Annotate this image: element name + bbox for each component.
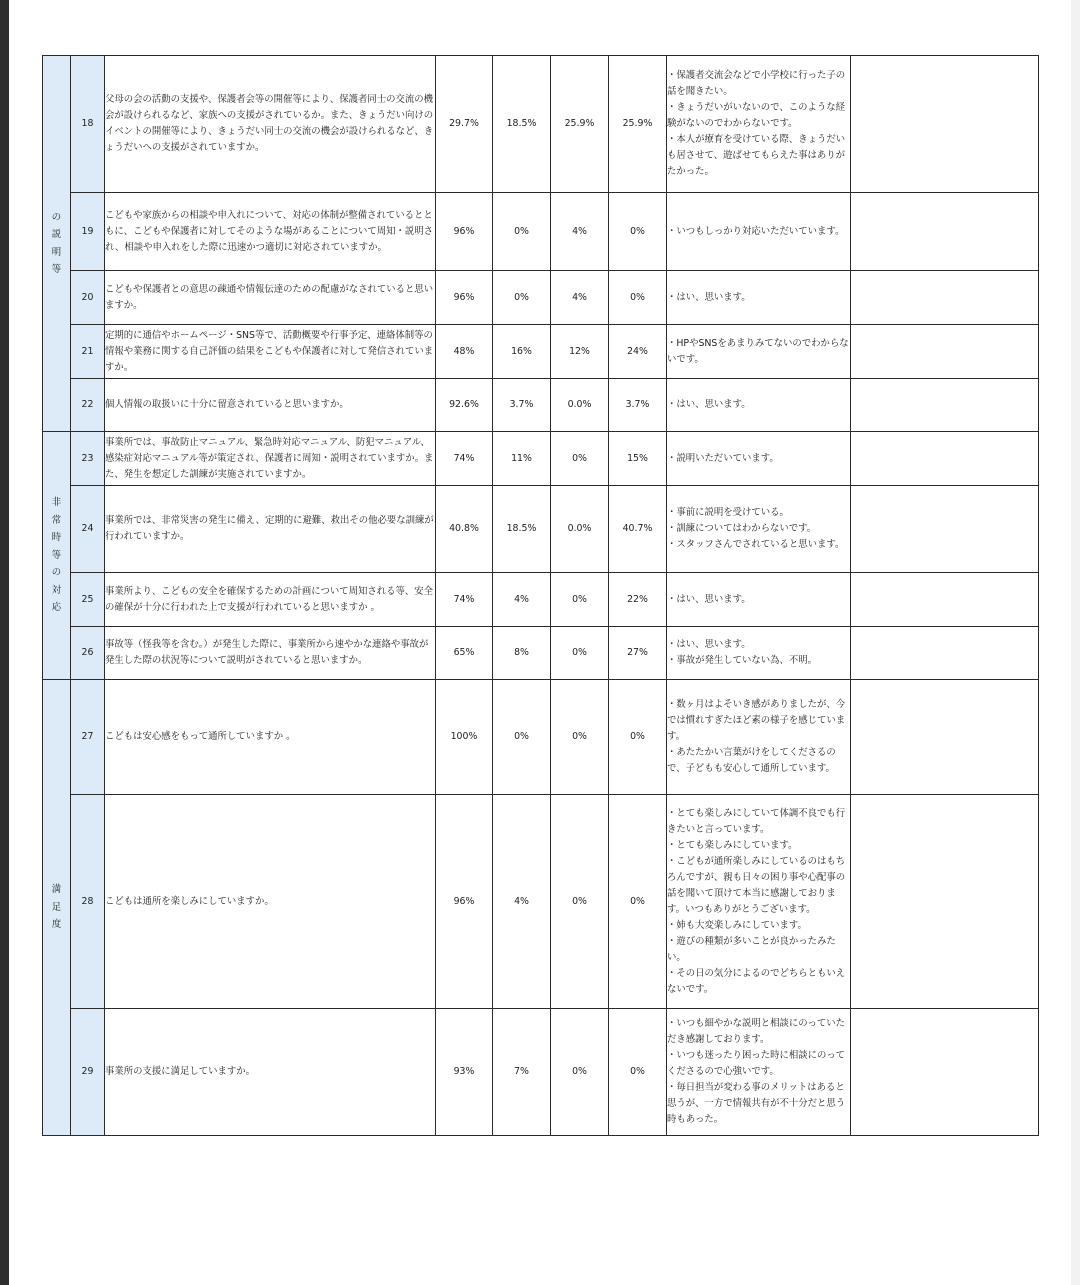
percentage-2: 3.7% [493,379,551,432]
comment-line: ・毎日担当が変わる事のメリットはあると思うが、一方で情報共有が不十分だと思う時もあった。 [667,1082,846,1125]
question-number: 18 [71,56,105,193]
category-label: 非 常 時 等 の 対 応 [51,497,62,614]
percentage-4: 0% [609,193,667,271]
percentage-2: 0% [493,193,551,271]
response-cell [851,680,1039,795]
comment-cell [667,432,851,486]
question-text: 事業所では、非常災害の発生に備え、定期的に避難、救出その他必要な訓練が行われていますか。 [105,486,436,573]
percentage-3: 0.0% [551,379,609,432]
percentage-3: 0% [551,1009,609,1136]
percentage-1: 48% [436,325,493,379]
question-number: 23 [71,432,105,486]
percentage-3: 4% [551,193,609,271]
comment-line: ・説明いただいています。 [667,452,779,464]
response-cell [851,193,1039,271]
percentage-1: 96% [436,795,493,1009]
table-row [43,627,1039,680]
percentage-3: 0% [551,680,609,795]
percentage-4: 22% [609,573,667,627]
response-cell [851,1009,1039,1136]
percentage-3: 0% [551,573,609,627]
comment-line: ・訓練についてはわからないです。 [667,523,817,534]
comment-cell [667,680,851,795]
table-row [43,432,1039,486]
question-number: 28 [71,795,105,1009]
table-row [43,271,1039,325]
comment-line: ・HPやSNSをあまりみてないのでわからないです。 [667,337,849,365]
question-number: 24 [71,486,105,573]
comment-line: ・事前に説明を受けている。 [667,507,789,518]
question-text: 事業所の支援に満足していますか。 [105,1009,436,1136]
comment-line: ・こどもが通所楽しみにしているのはもちろんですが、親も日々の困り事や心配事の話を聞いて頂けて本当に感謝しております。いつもありがとうございます。 [667,855,846,915]
question-number: 29 [71,1009,105,1136]
percentage-4: 0% [609,1009,667,1136]
question-text: 事故等（怪我等を含む。）が発生した際に、事業所から速やかな連絡や事故が発生した際の状況等について説明がされていると思いますか。 [105,627,436,680]
percentage-1: 96% [436,193,493,271]
percentage-4: 0% [609,795,667,1009]
comment-line: ・いつもしっかり対応いただいています。 [667,225,845,237]
comment-line: ・スタッフさんでされていると思います。 [667,539,845,550]
question-number: 20 [71,271,105,325]
table-row [43,379,1039,432]
question-text: こどもや家族からの相談や申入れについて、対応の体制が整備されているとともに、こどもや保護者に対してそのような場があることについて周知・説明され、相談や申入れをした際に迅速かつ適切に対応されていますか。 [105,193,436,271]
viewer-left-edge [0,0,9,1285]
survey-results-table [42,55,1039,1136]
question-text: こどもは安心感をもって通所していますか 。 [105,680,436,795]
question-text: 父母の会の活動の支援や、保護者会等の開催等により、保護者同士の交流の機会が設けられるなど、家族への支援がされているか。また、きょうだい向けのイベントの開催等により、きょうだい同士の交流の機会が設けられるなど、きょうだいへの支援がされていますか。 [105,56,436,193]
question-number: 26 [71,627,105,680]
comment-line: ・とても楽しみにしていて体調不良でも行きたいと言っています。 [667,807,846,835]
category-label: の 説 明 等 [51,211,62,275]
comment-line: ・本人が療育を受けている際、きょうだいも居させて、遊ばせてもらえた事はありがたかった。 [667,134,846,177]
comment-line: ・はい、思います。 [667,291,751,303]
question-text: 定期的に通信やホームページ・SNS等で、活動概要や行事予定、連絡体制等の情報や業務に関する自己評価の結果をこどもや保護者に対して発信されていますか。 [105,325,436,379]
category-cell [43,56,71,432]
comment-line: ・はい、思います。 [667,593,751,605]
response-cell [851,573,1039,627]
percentage-4: 24% [609,325,667,379]
percentage-1: 65% [436,627,493,680]
table-row [43,573,1039,627]
comment-line: ・とても楽しみにしています。 [667,839,798,851]
comment-line: ・数ヶ月はよそいき感がありましたが、今では慣れすぎたほど素の様子を感じています。 [667,699,846,742]
response-cell [851,432,1039,486]
percentage-2: 0% [493,271,551,325]
percentage-2: 4% [493,795,551,1009]
percentage-1: 74% [436,573,493,627]
question-number: 21 [71,325,105,379]
question-text: こどもは通所を楽しみにしていますか。 [105,795,436,1009]
comment-cell [667,379,851,432]
comment-cell [667,56,851,193]
percentage-4: 15% [609,432,667,486]
comment-line: ・保護者交流会などで小学校に行った子の話を聞きたい。 [667,70,846,97]
table-row [43,193,1039,271]
percentage-3: 12% [551,325,609,379]
response-cell [851,56,1039,193]
percentage-2: 16% [493,325,551,379]
comment-cell [667,573,851,627]
category-label: 満 足 度 [51,884,62,931]
comment-line: ・はい、思います。 [667,399,751,410]
percentage-2: 18.5% [493,486,551,573]
question-number: 19 [71,193,105,271]
question-number: 22 [71,379,105,432]
percentage-3: 0% [551,432,609,486]
percentage-1: 74% [436,432,493,486]
comment-line: ・きょうだいがいないので、このような経験がないのでわからないです。 [667,102,845,129]
percentage-3: 0.0% [551,486,609,573]
table-row [43,486,1039,573]
percentage-1: 29.7% [436,56,493,193]
comment-cell [667,795,851,1009]
percentage-1: 93% [436,1009,493,1136]
percentage-2: 4% [493,573,551,627]
question-text: 事業所より、こどもの安全を確保するための計画について周知される等、安全の確保が十分に行われた上で支援が行われていると思いますか 。 [105,573,436,627]
category-cell [43,432,71,680]
response-cell [851,271,1039,325]
comment-line: ・いつも迷ったり困った時に相談にのってくださるので心強いです。 [667,1050,846,1077]
comment-line: ・あたたかい言葉がけをしてくださるので、子どもも安心して通所しています。 [667,747,836,774]
percentage-1: 40.8% [436,486,493,573]
percentage-2: 18.5% [493,56,551,193]
comment-line: ・事故が発生していない為、不明。 [667,655,818,666]
comment-line: ・その日の気分によるのでどちらともいえないです。 [667,967,846,995]
comment-line: ・いつも細やかな説明と相談にのっていただき感謝しております。 [667,1018,846,1045]
question-number: 25 [71,573,105,627]
comment-line: ・姉も大変楽しみにしています。 [667,919,807,931]
response-cell [851,325,1039,379]
comment-cell [667,271,851,325]
percentage-2: 11% [493,432,551,486]
table-row [43,325,1039,379]
percentage-1: 92.6% [436,379,493,432]
question-text: 事業所では、事故防止マニュアル、緊急時対応マニュアル、防犯マニュアル、感染症対応マニュアル等が策定され、保護者に周知・説明されていますか。また、発生を想定した訓練が実施されていますか。 [105,432,436,486]
category-cell [43,680,71,1136]
question-text: 個人情報の取扱いに十分に留意されていると思いますか。 [105,379,436,432]
comment-cell [667,486,851,573]
percentage-3: 0% [551,795,609,1009]
percentage-2: 8% [493,627,551,680]
percentage-4: 40.7% [609,486,667,573]
comment-line: ・遊びの種類が多いことが良かったみたい。 [667,935,836,963]
response-cell [851,486,1039,573]
comment-line: ・はい、思います。 [667,639,751,650]
percentage-4: 0% [609,271,667,325]
response-cell [851,795,1039,1009]
comment-cell [667,627,851,680]
table-row [43,56,1039,193]
percentage-1: 100% [436,680,493,795]
percentage-4: 0% [609,680,667,795]
percentage-2: 7% [493,1009,551,1136]
question-text: こどもや保護者との意思の疎通や情報伝達のための配慮がなされていると思いますか。 [105,271,436,325]
comment-cell [667,193,851,271]
percentage-4: 27% [609,627,667,680]
question-number: 27 [71,680,105,795]
percentage-2: 0% [493,680,551,795]
percentage-3: 25.9% [551,56,609,193]
percentage-4: 25.9% [609,56,667,193]
percentage-3: 0% [551,627,609,680]
table-row [43,1009,1039,1136]
table-row [43,680,1039,795]
percentage-4: 3.7% [609,379,667,432]
comment-cell [667,325,851,379]
response-cell [851,379,1039,432]
percentage-3: 4% [551,271,609,325]
comment-cell [667,1009,851,1136]
percentage-1: 96% [436,271,493,325]
table-row [43,795,1039,1009]
response-cell [851,627,1039,680]
